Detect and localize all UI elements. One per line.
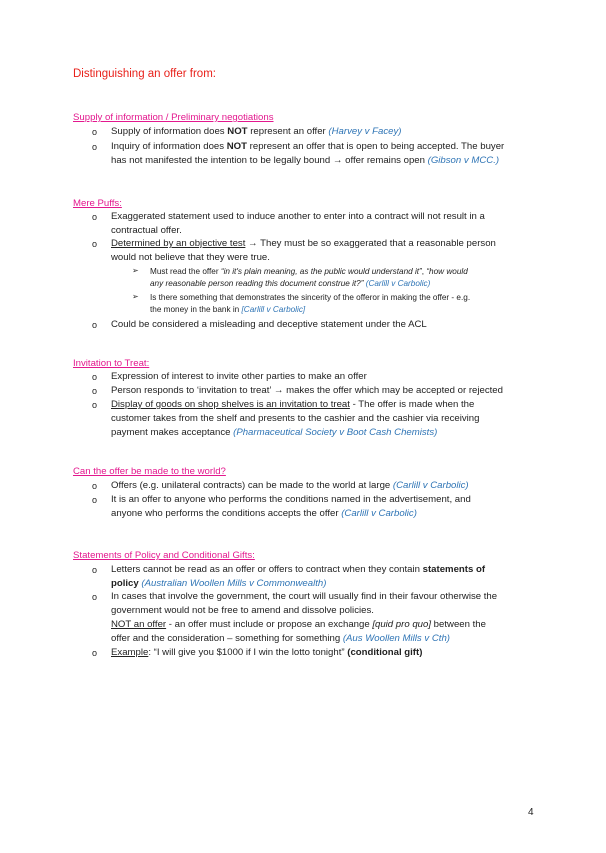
list-item-continuation: has not manifested the intention to be legally bound → offer remains open (Gibson v MCC.) [111, 155, 500, 166]
section-heading-invitation-to-treat: Invitation to Treat: [73, 358, 150, 369]
bullet-marker: o [92, 592, 98, 602]
list-item-continuation: policy (Australian Woollen Mills v Commonwealth) [111, 578, 327, 589]
list-item: Example: “I will give you $1000 if I win the lotto tonight” (conditional gift) [111, 647, 423, 658]
sub-list-item-continuation: any reasonable person reading this document construe it?” (Carlill v Carbolic) [150, 279, 431, 288]
page-title: Distinguishing an offer from: [73, 68, 216, 80]
list-item-continuation: contractual offer. [111, 225, 182, 236]
section-heading-offer-to-the-world: Can the offer be made to the world? [73, 466, 226, 477]
list-item: Expression of interest to invite other parties to make an offer [111, 371, 367, 382]
bullet-marker: o [92, 481, 98, 491]
list-item-continuation: customer takes from the shelf and presents to the cashier and the cashier via receiving [111, 413, 480, 424]
list-item: Determined by an objective test → They must be so exaggerated that a reasonable person [111, 238, 496, 249]
list-item: It is an offer to anyone who performs the conditions named in the advertisement, and [111, 494, 471, 505]
sub-list-item-continuation: the money in the bank in [Carlill v Carbolic] [150, 305, 306, 314]
bullet-marker: o [92, 648, 98, 658]
arrow-bullet-icon: ➢ [132, 292, 139, 301]
list-item: Could be considered a misleading and deceptive statement under the ACL [111, 319, 427, 330]
section-heading-statements-of-policy: Statements of Policy and Conditional Gifts: [73, 550, 255, 561]
list-item: In cases that involve the government, the court will usually find in their favour otherwise the [111, 591, 498, 602]
bullet-marker: o [92, 320, 98, 330]
bullet-marker: o [92, 372, 98, 382]
list-item-continuation: government would not be free to amend and dissolve policies. [111, 605, 374, 616]
list-item: Display of goods on shop shelves is an invitation to treat - The offer is made when the [111, 399, 475, 410]
list-item: Inquiry of information does NOT represent an offer that is open to being accepted. The buyer [111, 141, 505, 152]
bullet-marker: o [92, 495, 98, 505]
bullet-marker: o [92, 400, 98, 410]
section-heading-supply-of-information: Supply of information / Preliminary negotiations [73, 112, 274, 123]
list-item-continuation: payment makes acceptance (Pharmaceutical Society v Boot Cash Chemists) [111, 427, 438, 438]
list-item-continuation: anyone who performs the conditions accepts the offer (Carlill v Carbolic) [111, 508, 417, 519]
arrow-bullet-icon: ➢ [132, 266, 139, 275]
list-item: Offers (e.g. unilateral contracts) can be made to the world at large (Carlill v Carbolic) [111, 480, 469, 491]
list-item-continuation: would not believe that they were true. [111, 252, 270, 263]
sub-list-item: Must read the offer “in it's plain meaning, as the public would understand it”, “how would [150, 267, 468, 276]
list-item: Person responds to ‘invitation to treat’ → makes the offer which may be accepted or rejected [111, 385, 503, 396]
list-item-continuation: offer and the consideration – something for something (Aus Woollen Mills v Cth) [111, 633, 450, 644]
bullet-marker: o [92, 565, 98, 575]
list-item: Letters cannot be read as an offer or offers to contract when they contain statements of [111, 564, 486, 575]
bullet-marker: o [92, 212, 98, 222]
section-heading-mere-puffs: Mere Puffs: [73, 198, 122, 209]
bullet-marker: o [92, 127, 98, 137]
list-item: Exaggerated statement used to induce another to enter into a contract will not result in a [111, 211, 485, 222]
list-item-continuation: NOT an offer - an offer must include or propose an exchange [quid pro quo] between the [111, 619, 486, 630]
bullet-marker: o [92, 386, 98, 396]
bullet-marker: o [92, 239, 98, 249]
page-number: 4 [528, 807, 534, 818]
sub-list-item: Is there something that demonstrates the sincerity of the offeror in making the offer - e.g. [150, 293, 471, 302]
list-item: Supply of information does NOT represent an offer (Harvey v Facey) [111, 126, 402, 137]
bullet-marker: o [92, 142, 98, 152]
